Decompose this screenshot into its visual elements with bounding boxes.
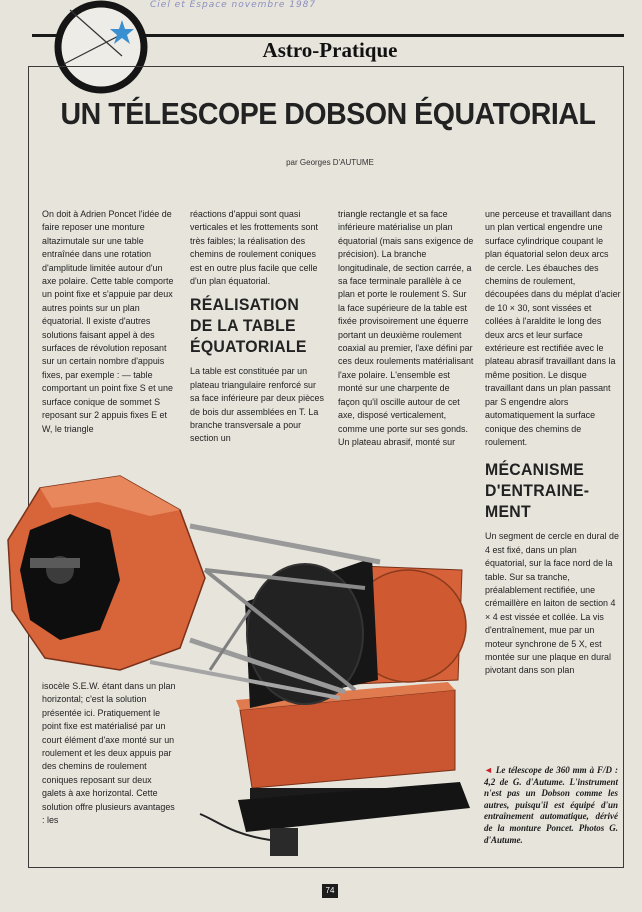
column-4	[485, 208, 621, 678]
article-headline: UN TÉLESCOPE DOBSON ÉQUATORIAL	[60, 96, 596, 131]
section-title: Astro-Pratique	[262, 38, 398, 62]
subheading-realisation: RÉALISATION DE LA TABLE ÉQUATORIALE	[190, 295, 307, 357]
column-3	[338, 208, 474, 449]
caption-arrow-icon: ◄	[484, 765, 493, 775]
paragraph: La table est constituée par un plateau triangulaire renforcé sur sa face inférieure par deux pièces de bois dur assemblées en T. La branche transversale a pour section un	[190, 366, 324, 445]
paragraph: une perceuse et travaillant dans un plan vertical engendre une surface cylindrique coupant le plan équatorial selon deux arcs de cercle. Les ébauches des chemins de roulement, découpées dans du méplat d'acier de 10 × 30, sont vissées et collées à l'araldite le long des deux arcs et leur surface extérieure est rectifiée avec le plateau abrasif travaillant dans la même position. Le disque travaillant dans un plan passant par S engendre alors automatiquement la surface conique des chemins de roulement.	[485, 209, 621, 448]
paragraph: Un segment de cercle en dural de 4 est fixé, dans un plan équatorial, sur la face nord de la table. Sur sa tranche, préalablement rectifiée, une crémaillère en laiton de section 4 × 4 est vissée et collée. La vis d'entraînement, mue par un moteur synchrone de 5 X, est montée sur une plaque en dural pivotant dans son plan	[485, 531, 619, 677]
column-1-top	[42, 208, 178, 436]
paragraph: isocèle S.E.W. étant dans un plan horizontal; c'est la solution présentée ici. Pratiquement le point fixe est matérialisé par un court élément d'axe monté sur un roulement et les deux appuis par des chemins de roulement coniques reposant sur deux galets à axe horizontal. Cette solution offre plusieurs avantages : les	[42, 681, 176, 827]
caption-text: Le télescope de 360 mm à F/D : 4,2 de G. d'Autume. L'instrument n'est pas un Dobson comme les autres, puisqu'il est équipé d'un entraînement automatique, dérivé de la monture Poncet. Photos G. d'Autume.	[484, 765, 618, 845]
subheading-mecanisme: MÉCANISME D'ENTRAINE-MENT	[485, 460, 590, 522]
column-1-bottom	[42, 680, 178, 827]
paragraph: On doit à Adrien Poncet l'idée de faire reposer une monture altazimutale sur une table entraînée dans une rotation d'amplitude limitée autour d'un axe polaire. Cette table comporte un point fixe et s'appuie par deux autres points sur un plan équatorial. Il existe d'autres solutions faisant appel à des surfaces de révolution reposant sur un certain nombre d'appuis fixes, par exemple : — table comportant un point fixe S et une surface conique de sommet S reposant sur 2 appuis fixes E et W, le triangle	[42, 209, 174, 435]
column-2	[190, 208, 326, 446]
photo-caption	[484, 765, 618, 846]
page-number: 74	[322, 884, 338, 898]
handwritten-note: Ciel et Espace novembre 1987	[150, 0, 317, 10]
paragraph: triangle rectangle et sa face inférieure matérialise un plan équatorial (mais sans exigence de précision). La branche longitudinale, de section carrée, a sa face terminale parallèle à ce plan et porte le roulement S. Sur la face supérieure de la table est fixée provisoirement une équerre portant un deuxième roulement coaxial au premier, l'axe défini par ces deux roulements matérialisant l'axe polaire. L'ensemble est monté sur une charpente de façon qu'il oscille autour de cet axe, disposé verticalement, comme une porte sur ses gonds. Un plateau abrasif, monté sur	[338, 209, 474, 448]
paragraph: réactions d'appui sont quasi verticales et les frottements sont très faibles; la réalisation des chemins de roulement coniques est en outre plus facile que celle d'un plan équatorial.	[190, 209, 318, 288]
byline: par Georges D'AUTUME	[286, 158, 374, 167]
